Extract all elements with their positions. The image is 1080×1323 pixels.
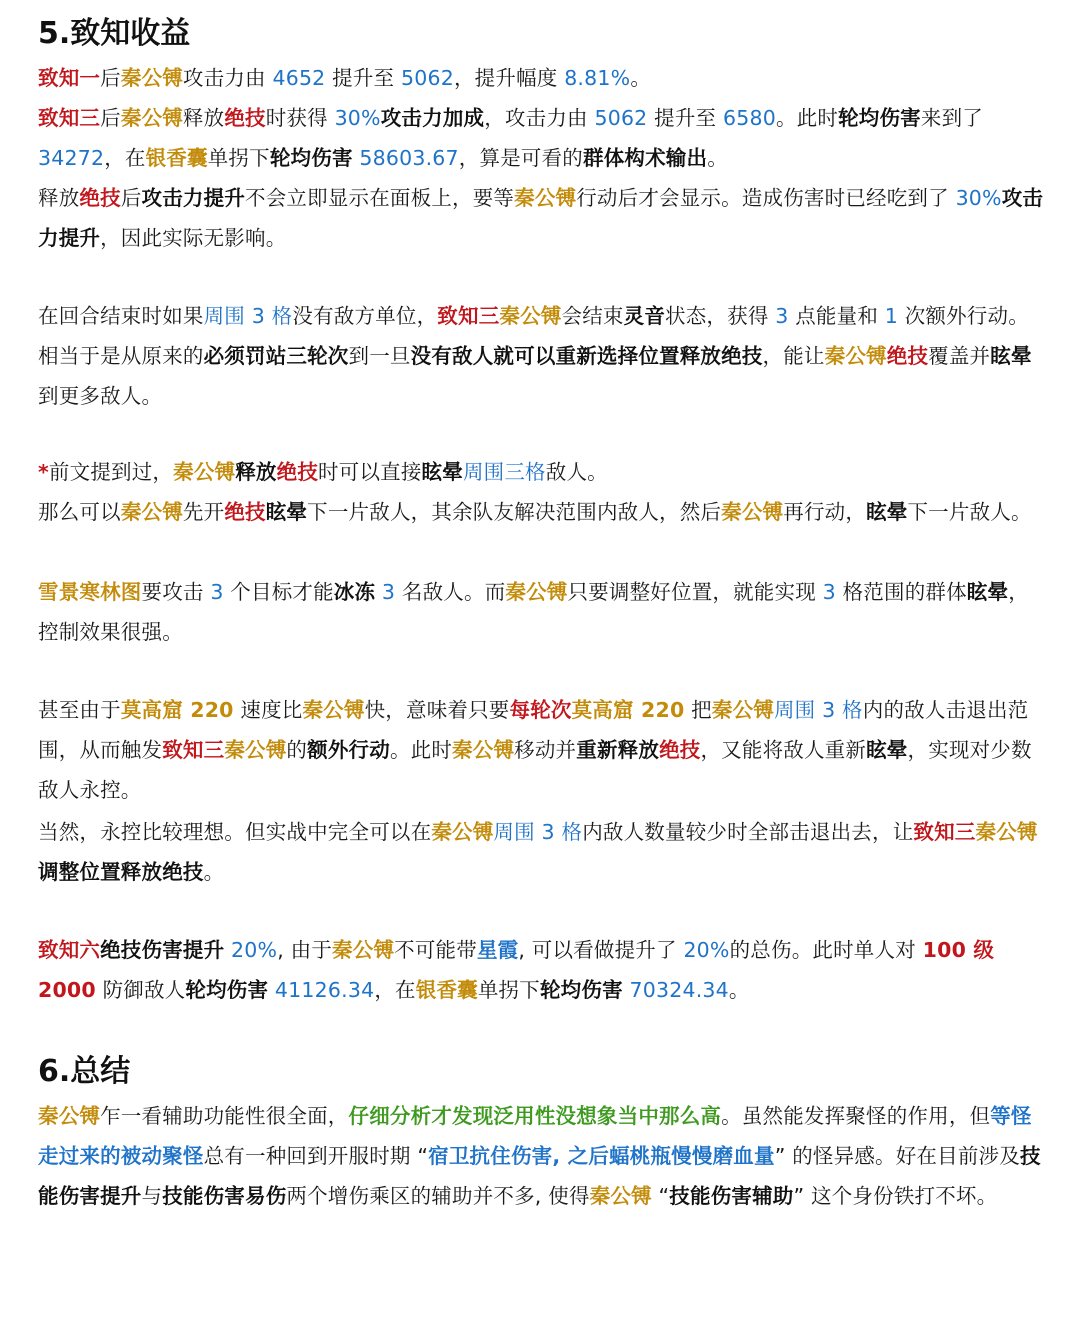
paragraph-zhizhi-3: 致知三后秦公镈释放绝技时获得 30%攻击力加成，攻击力由 5062 提升至 6580。此时轮均伤害来到了 34272，在银香囊单拐下轮均伤害 58603.67，算是可看的群体构术输出。: [38, 106, 983, 170]
paragraph-summary: 秦公镈乍一看辅助功能性很全面，仔细分析才发现泛用性没想象当中那么高。虽然能发挥聚怪的作用，但等怪走过来的被动聚怪总有一种回到开服时期 “宿卫抗住伤害, 之后蝠桃瓶慢慢磨血量” 的怪异感。好在目前涉及技能伤害提升与技能伤害易伤两个增伤乘区的辅助并不多, 使得秦公镈 “技能伤害辅助” 这个身份铁打不坏。: [38, 1104, 1041, 1208]
paragraph-snow-compare: 雪景寒林图要攻击 3 个目标才能冰冻 3 名敌人。而秦公镈只要调整好位置，就能实现 3 格范围的群体眩晕，控制效果很强。: [38, 580, 1029, 644]
section-5-heading: 5.致知收益: [38, 16, 191, 51]
paragraph-note-stun: *前文提到过，秦公镈释放绝技时可以直接眩晕周围三格敌人。: [38, 460, 608, 484]
paragraph-attack-display: 释放绝技后攻击力提升不会立即显示在面板上，要等秦公镈行动后才会显示。造成伤害时已经吃到了 30%攻击力提升，因此实际无影响。: [38, 186, 1044, 250]
paragraph-stun-cycle: 那么可以秦公镈先开绝技眩晕下一片敌人，其余队友解决范围内敌人，然后秦公镈再行动，眩晕下一片敌人。: [38, 500, 1032, 524]
paragraph-perma-control: 甚至由于莫高窟 220 速度比秦公镈快，意味着只要每轮次莫高窟 220 把秦公镈周围 3 格内的敌人击退出范围，从而触发致知三秦公镈的额外行动。此时秦公镈移动并重新释放绝技，又能将敌人重新眩晕，实现对少数敌人永控。: [38, 698, 1032, 802]
paragraph-round-end: 在回合结束时如果周围 3 格没有敌方单位，致知三秦公镈会结束灵音状态，获得 3 点能量和 1 次额外行动。相当于是从原来的必须罚站三轮次到一旦没有敌人就可以重新选择位置释放绝技，能让秦公镈绝技覆盖并眩晕到更多敌人。: [38, 304, 1032, 408]
paragraph-zhizhi-1: 致知一后秦公镈攻击力由 4652 提升至 5062，提升幅度 8.81%。: [38, 66, 652, 90]
paragraph-practical: 当然，永控比较理想。但实战中完全可以在秦公镈周围 3 格内敌人数量较少时全部击退出去，让致知三秦公镈调整位置释放绝技。: [38, 820, 1038, 884]
section-6-heading: 6.总结: [38, 1054, 131, 1089]
paragraph-zhizhi-6: 致知六绝技伤害提升 20%, 由于秦公镈不可能带星霞, 可以看做提升了 20%的总伤。此时单人对 100 级 2000 防御敌人轮均伤害 41126.34，在银香囊单拐下轮均伤害 70324.34。: [38, 938, 995, 1002]
